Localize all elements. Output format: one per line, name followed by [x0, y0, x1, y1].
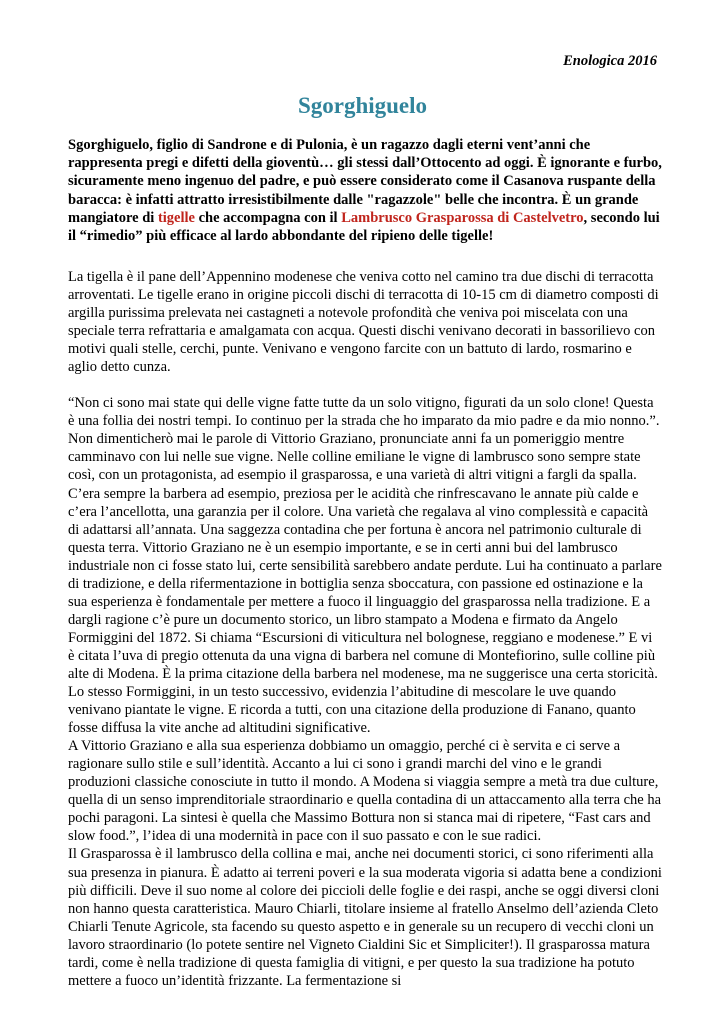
issue-label: Enologica 2016 [563, 53, 657, 69]
intro-highlight-tigelle: tigelle [157, 209, 195, 226]
paragraph-gap [68, 376, 662, 394]
intro-text-1: Sgorghiguelo, figlio di Sandrone e di Pulonia, è un ragazzo dagli eterni vent’anni che rappresenta pregi e difetti della gioventù… gli stessi dall’Ottocento ad oggi. È ignorante e furbo, sicuramente meno ingenuo del padre, e può essere considerato come il Casanova ruspante della baracca: è infatti attratto irresistibilmente dalle "ragazzole" belle che incontra. È un grande mangiatore di [68, 137, 662, 226]
paragraph-omaggio: A Vittorio Graziano e alla sua esperienza dobbiamo un omaggio, perché ci è servita e ci serve a ragionare sullo stile e sull’identità. Accanto a lui ci sono i grandi marchi del vino e le grandi produzioni classiche conosciute in tutto il mondo. A Modena si viaggia sempre a metà tra due culture, quella di un senso imprenditoriale straordinario e quella contadina di un attaccamento alla terra che ha pochi paragoni. La sintesi è quella che Massimo Bottura non si stanca mai di ripetere, “Fast cars and slow food.”, l’idea di una modernità in pace con il suo passato e con le sue radici. [68, 738, 662, 845]
paragraph-tigella: La tigella è il pane dell’Appennino modenese che veniva cotto nel camino tra due dischi di terracotta arroventati. Le tigelle erano in origine piccoli dischi di terracotta di 10-15 cm di diametro composti di argilla purissima prelevata nei castagneti a notevole profondità che veniva poi miscelata con una speciale terra refrattaria e amalgamata con acqua. Questi dischi venivano decorati in bassorilievo con motivi quali stelle, cerchi, punte. Venivano e vengono farcite con un battuto di lardo, rosmarino e aglio detto cunza. [68, 269, 659, 376]
article-title: Sgorghiguelo [297, 93, 428, 118]
paragraph-grasparossa: Il Grasparossa è il lambrusco della collina e mai, anche nei documenti storici, ci sono riferimenti alla sua presenza in pianura. È adatto ai terreni poveri e la sua moderata vigoria si adatta bene a condizioni più difficili. Deve il suo nome al colore dei picciolі delle foglie e dei raspi, anche se oggi diversi cloni non hanno questa caratteristica. Mauro Chiarli, titolare insieme al fratello Anselmo dell’azienda Cleto Chiarli Tenute Agricole, sta facendo su questo aspetto e in generale su un recupero di vecchi cloni un lavoro straordinario (lo potete sentire nel Vigneto Cialdini Sic et Simpliciter!). Il grasparossa matura tardi, come è nella tradizione di questa famiglia di vitigni, e per questo la sua tradizione ha potuto mettere a fuoco un’identità frizzante. La fermentazione si [68, 846, 662, 989]
paragraph-graziano-quote: “Non ci sono mai state qui delle vigne fatte tutte da un solo vitigno, figurati da un solo clone! Questa è una follia dei nostri tempi. Io continuo per la strada che ho imparato da mio padre e da mio nonno.”. Non dimenticherò mai le parole di Vittorio Graziano, pronunciate anni fa un pomeriggio mentre camminavo con lui nelle sue vigne. Nelle colline emiliane le vigne di lambrusco sono sempre state così, con un protagonista, ad esempio il grasparossa, e una varietà di altri vitigni a fargli da spalla. C’era sempre la barbera ad esempio, preziosa per le acidità che rinfrescavano le annate più calde e c’era l’ancellotta, una garanzia per il colore. Una varietà che regalava al vino complessità e capacità di adattarsi all’annata. Una saggezza contadina che per fortuna è ancora nel patrimonio culturale di questa terra. Vittorio Graziano ne è un esempio importante, e se in certi anni bui del lambrusco industriale non ci fosse stato lui, certe sensibilità sarebbero andate perdute. Lui ha continuato a parlare di tradizione, e della rifermentazione in bottiglia senza sboccatura, con passione ed ostinazione e la sua esperienza è fondamentale per mettere a fuoco il linguaggio del grasparossa nella tradizione. E a dargli ragione c’è pure un documento storico, un libro stampato a Modena e firmato da Angelo Formiggini del 1872. Si chiama “Escursioni di viticultura nel bolognese, reggiano e modenese.” E vi è citata l’uva di pregio ottenuta da una vigna di barbera nel comune di Montefiorino, sulle colline più alte di Modena. È la prima citazione della barbera nel modenese, ma ne suggerisce una certa storicità. Lo stesso Formiggini, in un testo successivo, evidenzia l’abitudine di mescolare le uve quando venivano piantate le vigne. E ricorda a tutti, con una citazione della produzione di Fanano, quanto fosse diffusa la vite anche ad altitudini significative. [68, 395, 662, 737]
intro-text-3: , secondo lui il “rimedio” più efficace al lardo abbondante del ripieno delle tigelle! [68, 209, 660, 245]
intro-highlight-lambrusco: Lambrusco Grasparossa di Castelvetro [341, 209, 584, 226]
intro-text-2: che accompagna con il [195, 209, 342, 226]
article-intro [68, 136, 663, 245]
article-body [68, 268, 662, 990]
